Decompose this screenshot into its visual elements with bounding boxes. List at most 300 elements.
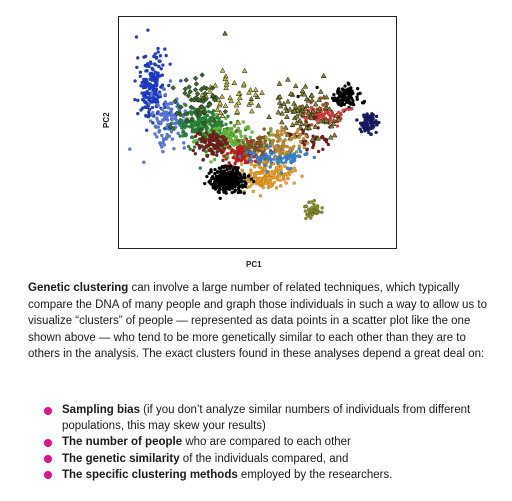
data-point — [136, 99, 139, 102]
data-point — [162, 137, 165, 140]
data-point — [242, 68, 247, 72]
data-point — [245, 151, 248, 154]
data-point — [220, 68, 225, 72]
data-point — [356, 98, 359, 101]
data-point — [274, 156, 277, 159]
data-point — [193, 76, 198, 81]
data-point — [151, 111, 154, 114]
data-point — [264, 147, 267, 150]
data-point — [250, 177, 253, 180]
data-point — [140, 92, 143, 95]
data-point — [216, 135, 219, 138]
data-point — [209, 160, 212, 163]
data-point — [139, 75, 142, 78]
data-point — [246, 140, 249, 143]
data-point — [183, 146, 186, 149]
data-point — [222, 138, 225, 141]
data-point — [144, 92, 147, 95]
data-point — [224, 123, 227, 126]
data-point — [146, 62, 149, 65]
data-point — [156, 73, 159, 76]
data-point — [153, 132, 156, 135]
data-point — [342, 97, 345, 100]
data-point — [152, 55, 155, 58]
data-point — [225, 168, 228, 171]
data-point — [197, 126, 200, 129]
data-point — [237, 177, 240, 180]
data-point — [142, 86, 145, 89]
data-point — [369, 115, 372, 118]
data-point — [280, 150, 283, 153]
y-axis-label: PC2 — [102, 112, 111, 128]
data-point — [298, 145, 301, 148]
data-point — [151, 106, 154, 109]
data-point — [139, 71, 142, 74]
data-point — [295, 150, 298, 153]
data-point — [215, 145, 218, 148]
data-point — [141, 81, 144, 84]
data-point — [194, 135, 197, 138]
list-item-term: The genetic similarity — [62, 452, 180, 465]
data-point — [254, 174, 257, 177]
data-point — [219, 170, 222, 173]
data-point — [136, 56, 139, 59]
data-point — [267, 114, 272, 118]
data-point — [282, 178, 285, 181]
data-point — [182, 129, 185, 132]
data-point — [303, 84, 308, 88]
data-point — [300, 175, 303, 178]
data-point — [210, 139, 213, 142]
data-point — [360, 130, 363, 133]
term-genetic-clustering: Genetic clustering — [28, 282, 129, 294]
data-point — [242, 82, 247, 86]
x-axis-label: PC1 — [246, 260, 262, 269]
data-point — [164, 93, 167, 96]
data-point — [136, 112, 139, 115]
data-point — [222, 148, 225, 151]
data-point — [195, 142, 198, 145]
data-point — [232, 173, 235, 176]
data-point — [267, 155, 270, 158]
data-point — [179, 119, 182, 122]
data-point — [215, 113, 218, 116]
data-point — [154, 63, 157, 66]
data-point — [244, 126, 247, 129]
data-point — [344, 108, 347, 111]
data-point — [276, 129, 279, 132]
data-point — [332, 133, 337, 137]
data-point — [286, 176, 289, 179]
data-point — [367, 128, 370, 131]
data-point — [165, 136, 168, 139]
data-point — [297, 154, 300, 157]
data-point — [276, 178, 279, 181]
data-point — [297, 95, 300, 98]
data-point — [139, 108, 142, 111]
data-point — [313, 199, 316, 202]
data-point — [215, 154, 218, 157]
data-point — [275, 186, 278, 189]
data-point — [232, 144, 235, 147]
data-point — [252, 190, 255, 193]
data-point — [200, 73, 205, 78]
data-point — [362, 114, 365, 117]
data-point — [241, 169, 244, 172]
data-point — [271, 143, 274, 146]
data-point — [313, 102, 318, 106]
data-point — [306, 142, 309, 145]
data-point — [146, 29, 149, 32]
data-point — [243, 191, 246, 194]
data-point — [151, 86, 154, 89]
data-point — [226, 165, 229, 168]
data-point — [223, 103, 228, 107]
data-point — [267, 132, 270, 135]
data-point — [264, 167, 267, 170]
data-point — [225, 131, 228, 134]
data-point — [283, 165, 286, 168]
data-point — [218, 191, 221, 194]
data-point — [160, 145, 163, 148]
data-point — [365, 125, 368, 128]
data-point — [229, 136, 232, 139]
data-point — [332, 93, 335, 96]
data-point — [318, 89, 323, 93]
data-point — [277, 81, 282, 85]
data-point — [232, 80, 237, 84]
data-point — [253, 165, 256, 168]
data-point — [226, 152, 229, 155]
data-point — [144, 105, 147, 108]
data-point — [248, 158, 251, 161]
data-point — [216, 175, 219, 178]
data-point — [153, 100, 156, 103]
data-point — [216, 150, 219, 153]
data-point — [214, 183, 217, 186]
factor-list — [40, 402, 500, 483]
data-point — [256, 103, 261, 107]
data-point — [154, 76, 157, 79]
data-point — [157, 104, 160, 107]
list-item-term: The specific clustering methods — [62, 468, 238, 481]
data-point — [299, 150, 302, 153]
list-item-term: Sampling bias — [62, 404, 140, 416]
data-point — [273, 146, 276, 149]
data-point — [316, 205, 319, 208]
data-point — [246, 161, 249, 164]
data-point — [196, 132, 199, 135]
data-point — [253, 87, 258, 91]
data-point — [156, 47, 159, 50]
data-point — [282, 129, 285, 132]
data-point — [261, 157, 264, 160]
data-point — [293, 136, 296, 139]
data-point — [250, 171, 253, 174]
data-point — [167, 84, 170, 87]
data-point — [208, 135, 211, 138]
data-point — [287, 107, 292, 111]
data-point — [284, 138, 287, 141]
data-point — [226, 187, 229, 190]
data-point — [218, 188, 221, 191]
data-point — [158, 60, 161, 63]
data-point — [153, 89, 156, 92]
data-point — [158, 93, 161, 96]
data-point — [304, 153, 307, 156]
data-point — [310, 106, 313, 109]
data-point — [199, 122, 202, 125]
data-point — [331, 114, 334, 117]
data-point — [274, 169, 277, 172]
data-point — [290, 170, 293, 173]
data-point — [161, 73, 164, 76]
data-point — [230, 128, 233, 131]
data-point — [202, 140, 205, 143]
data-point — [195, 121, 198, 124]
data-point — [252, 180, 255, 183]
data-point — [223, 109, 228, 114]
data-point — [265, 159, 268, 162]
data-point — [306, 148, 309, 151]
data-point — [250, 163, 253, 166]
data-point — [313, 156, 316, 159]
data-point — [252, 139, 255, 142]
data-point — [179, 135, 182, 138]
data-point — [320, 211, 323, 214]
data-point — [165, 133, 168, 136]
data-point — [208, 149, 211, 152]
data-point — [279, 166, 282, 169]
data-point — [149, 60, 152, 63]
data-point — [350, 90, 353, 93]
data-point — [157, 130, 160, 133]
data-point — [279, 120, 284, 124]
data-point — [243, 173, 246, 176]
data-point — [234, 157, 237, 160]
data-point — [165, 126, 168, 129]
data-point — [221, 179, 224, 182]
data-point — [277, 139, 280, 142]
data-point — [144, 69, 147, 72]
data-point — [171, 118, 174, 121]
data-point — [213, 158, 216, 161]
data-point — [249, 136, 252, 139]
data-point — [128, 147, 131, 150]
data-point — [206, 155, 209, 158]
data-point — [309, 213, 312, 216]
data-point — [371, 124, 374, 127]
data-point — [220, 151, 223, 154]
data-point — [304, 204, 307, 207]
data-point — [299, 140, 302, 143]
data-point — [324, 111, 327, 114]
data-point — [271, 139, 274, 142]
data-point — [295, 131, 298, 134]
list-item-text: employed by the researchers. — [237, 468, 393, 481]
data-point — [276, 110, 281, 114]
data-point — [284, 173, 287, 176]
data-point — [161, 108, 164, 111]
data-point — [258, 178, 261, 181]
data-point — [321, 73, 326, 77]
data-point — [220, 135, 223, 138]
data-point — [289, 167, 292, 170]
data-point — [367, 131, 370, 134]
data-point — [215, 107, 220, 111]
data-point — [260, 90, 265, 94]
data-point — [278, 134, 281, 137]
bullet-dot-icon — [44, 455, 52, 463]
data-point — [276, 159, 279, 162]
data-point — [325, 140, 328, 143]
data-point — [257, 142, 260, 145]
data-point — [265, 136, 268, 139]
data-point — [215, 179, 218, 182]
data-point — [154, 125, 157, 128]
data-point — [243, 148, 246, 151]
data-point — [284, 106, 289, 110]
data-point — [149, 74, 152, 77]
data-point — [193, 87, 198, 92]
data-point — [259, 194, 262, 197]
data-point — [372, 117, 375, 120]
data-point — [293, 83, 298, 87]
data-point — [304, 209, 307, 212]
data-point — [237, 139, 240, 142]
data-point — [216, 170, 219, 173]
data-point — [262, 178, 265, 181]
data-point — [157, 50, 160, 53]
data-point — [133, 79, 136, 82]
data-point — [189, 148, 192, 151]
data-point — [158, 112, 161, 115]
list-item — [40, 402, 500, 434]
data-point — [343, 84, 346, 87]
data-point — [149, 119, 152, 122]
data-point — [375, 121, 378, 124]
data-point — [258, 166, 261, 169]
data-point — [300, 88, 305, 92]
data-point — [194, 152, 197, 155]
data-point — [165, 116, 168, 119]
data-point — [247, 174, 250, 177]
data-point — [200, 144, 203, 147]
data-point — [190, 111, 193, 114]
data-point — [269, 127, 272, 130]
data-point — [170, 130, 173, 133]
data-point — [161, 63, 164, 66]
data-point — [227, 146, 230, 149]
data-point — [276, 148, 279, 151]
data-point — [238, 155, 241, 158]
data-point — [216, 127, 219, 130]
data-point — [145, 129, 148, 132]
data-point — [165, 54, 168, 57]
data-point — [242, 184, 245, 187]
data-point — [135, 66, 138, 69]
data-point — [224, 190, 227, 193]
data-point — [229, 183, 232, 186]
bullet-dot-icon — [44, 439, 52, 447]
data-point — [160, 134, 163, 137]
data-point — [202, 149, 205, 152]
data-point — [172, 147, 175, 150]
data-point — [250, 155, 253, 158]
data-point — [160, 67, 163, 70]
data-point — [265, 173, 268, 176]
data-point — [292, 167, 295, 170]
data-point — [269, 165, 272, 168]
data-point — [147, 115, 150, 118]
paragraph-body: can involve a large number of related techniques, which typically compare the DNA of many people and graph those individuals in such a way to allow us to visualize “clusters” of people — represented as data points in a scatter plot like the one shown above — who tend to be more genetically similar to each other than they are to others in the analysis. The exact clusters found in these analyses depend a great deal on: — [28, 282, 487, 361]
data-point — [148, 82, 151, 85]
data-point — [302, 137, 305, 140]
data-point — [219, 140, 222, 143]
data-point — [323, 137, 326, 140]
data-point — [226, 142, 229, 145]
data-point — [215, 140, 218, 143]
data-point — [355, 118, 358, 121]
data-point — [229, 172, 232, 175]
data-point — [309, 217, 312, 220]
list-item — [40, 467, 500, 483]
data-point — [229, 151, 232, 154]
data-point — [270, 161, 273, 164]
data-point — [148, 102, 151, 105]
data-point — [342, 109, 345, 112]
data-point — [163, 47, 166, 50]
data-point — [233, 185, 236, 188]
data-point — [303, 146, 306, 149]
list-item-text: (if you don’t analyze similar numbers of individuals from different populations, this may skew your results) — [62, 404, 471, 433]
data-point — [184, 104, 187, 107]
data-point — [348, 108, 351, 111]
data-point — [237, 166, 240, 169]
data-point — [347, 83, 350, 86]
data-point — [231, 191, 234, 194]
data-point — [205, 131, 208, 134]
data-point — [212, 130, 215, 133]
data-point — [169, 108, 172, 111]
data-point — [263, 164, 266, 167]
data-point — [150, 94, 153, 97]
data-point — [273, 181, 276, 184]
data-point — [156, 119, 159, 122]
data-point — [312, 141, 315, 144]
data-point — [193, 145, 196, 148]
data-point — [218, 122, 221, 125]
data-point — [290, 137, 293, 140]
data-point — [280, 171, 283, 174]
data-point — [363, 129, 366, 132]
data-point — [261, 171, 264, 174]
data-point — [133, 98, 136, 101]
data-point — [170, 102, 173, 105]
data-point — [288, 149, 291, 152]
data-point — [169, 63, 172, 66]
data-point — [161, 150, 164, 153]
data-point — [265, 170, 268, 173]
data-point — [285, 181, 288, 184]
data-point — [284, 161, 287, 164]
data-point — [191, 126, 194, 129]
data-point — [182, 141, 185, 144]
data-point — [169, 79, 172, 82]
data-point — [263, 128, 266, 131]
data-point — [231, 169, 234, 172]
data-point — [290, 157, 293, 160]
